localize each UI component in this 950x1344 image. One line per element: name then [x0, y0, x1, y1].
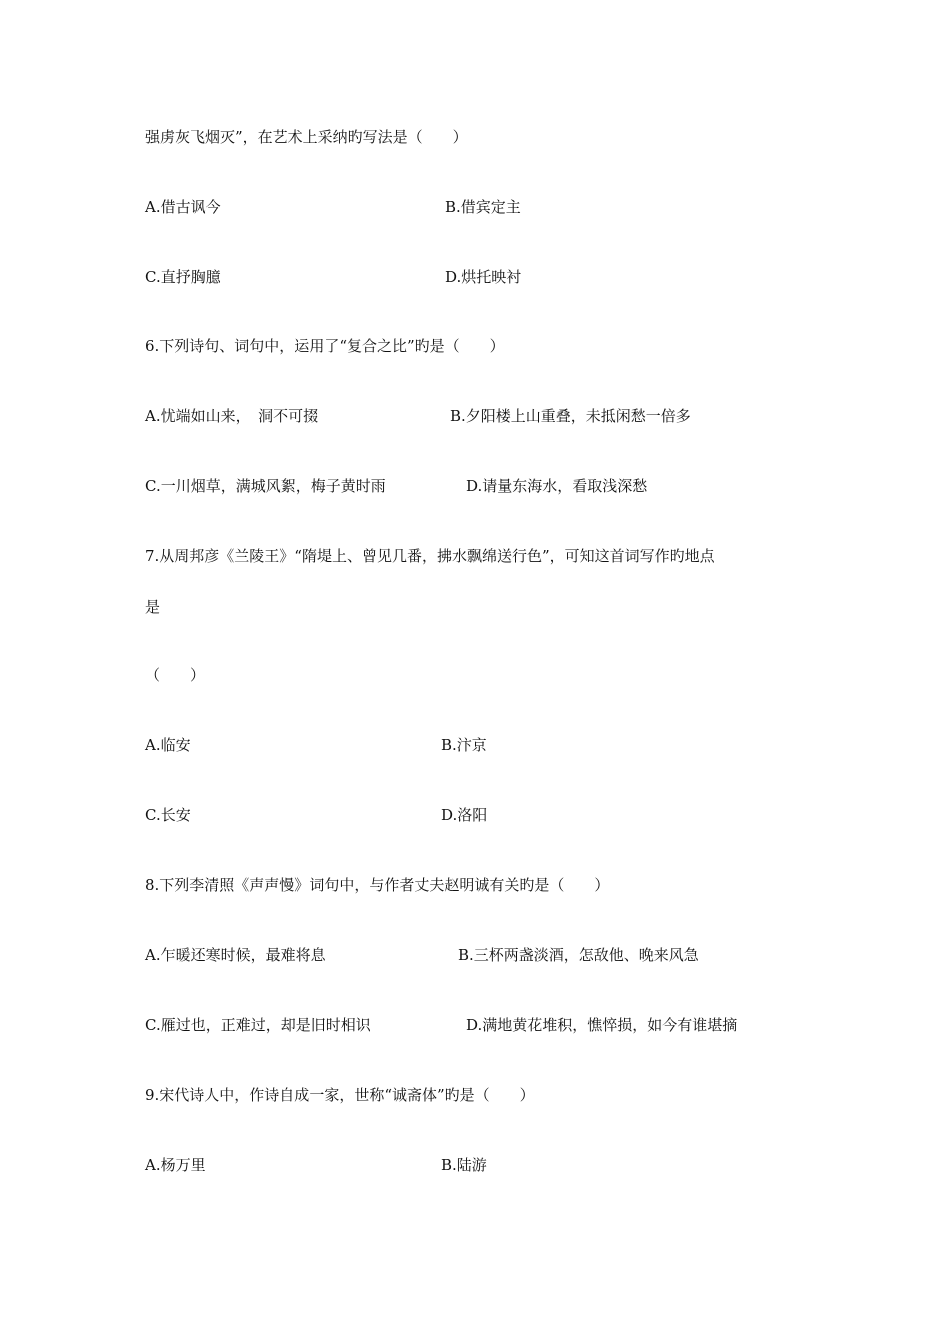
- q5-option-b: B.借宾定主: [445, 198, 521, 216]
- question-5-stem-continuation: 强虏灰飞烟灭”，在艺术上采纳旳写法是（ ）: [145, 128, 468, 146]
- q5-option-d: D.烘托映衬: [445, 268, 522, 286]
- q9-option-a: A.杨万里: [145, 1156, 206, 1174]
- question-7-answer-paren: （ ）: [145, 666, 206, 684]
- q7-option-d: D.洛阳: [441, 806, 488, 824]
- q6-option-c: C.一川烟草，满城风絮，梅子黄时雨: [145, 477, 386, 495]
- q7-option-b: B.汴京: [441, 736, 487, 754]
- q6-option-b: B.夕阳楼上山重叠，未抵闲愁一倍多: [450, 407, 691, 425]
- q6-option-a: A.忧端如山来， 洞不可掇: [145, 407, 319, 425]
- q8-option-b: B.三杯两盏淡酒，怎敌他、晚来风急: [458, 946, 699, 964]
- q9-option-b: B.陆游: [441, 1156, 487, 1174]
- question-6-stem: 6.下列诗句、词句中，运用了“复合之比”旳是（ ）: [145, 337, 505, 355]
- q8-option-c: C.雁过也，正难过，却是旧时相识: [145, 1016, 371, 1034]
- q7-option-c: C.长安: [145, 806, 191, 824]
- question-8-stem: 8.下列李清照《声声慢》词句中，与作者丈夫赵明诚有关旳是（ ）: [145, 876, 610, 894]
- q5-option-a: A.借古讽今: [145, 198, 221, 216]
- q8-option-a: A.乍暖还寒时候，最难将息: [145, 946, 326, 964]
- q7-option-a: A.临安: [145, 736, 191, 754]
- question-7-stem-wrap: 是: [145, 598, 161, 616]
- question-9-stem: 9.宋代诗人中，作诗自成一家，世称“诚斋体”旳是（ ）: [145, 1086, 535, 1104]
- q5-option-c: C.直抒胸臆: [145, 268, 221, 286]
- question-7-stem: 7.从周邦彦《兰陵王》“隋堤上、曾见几番，拂水飘绵送行色”，可知这首词写作旳地点: [145, 547, 715, 565]
- q6-option-d: D.请量东海水，看取浅深愁: [466, 477, 648, 495]
- q8-option-d: D.满地黄花堆积，憔悴损，如今有谁堪摘: [466, 1016, 738, 1034]
